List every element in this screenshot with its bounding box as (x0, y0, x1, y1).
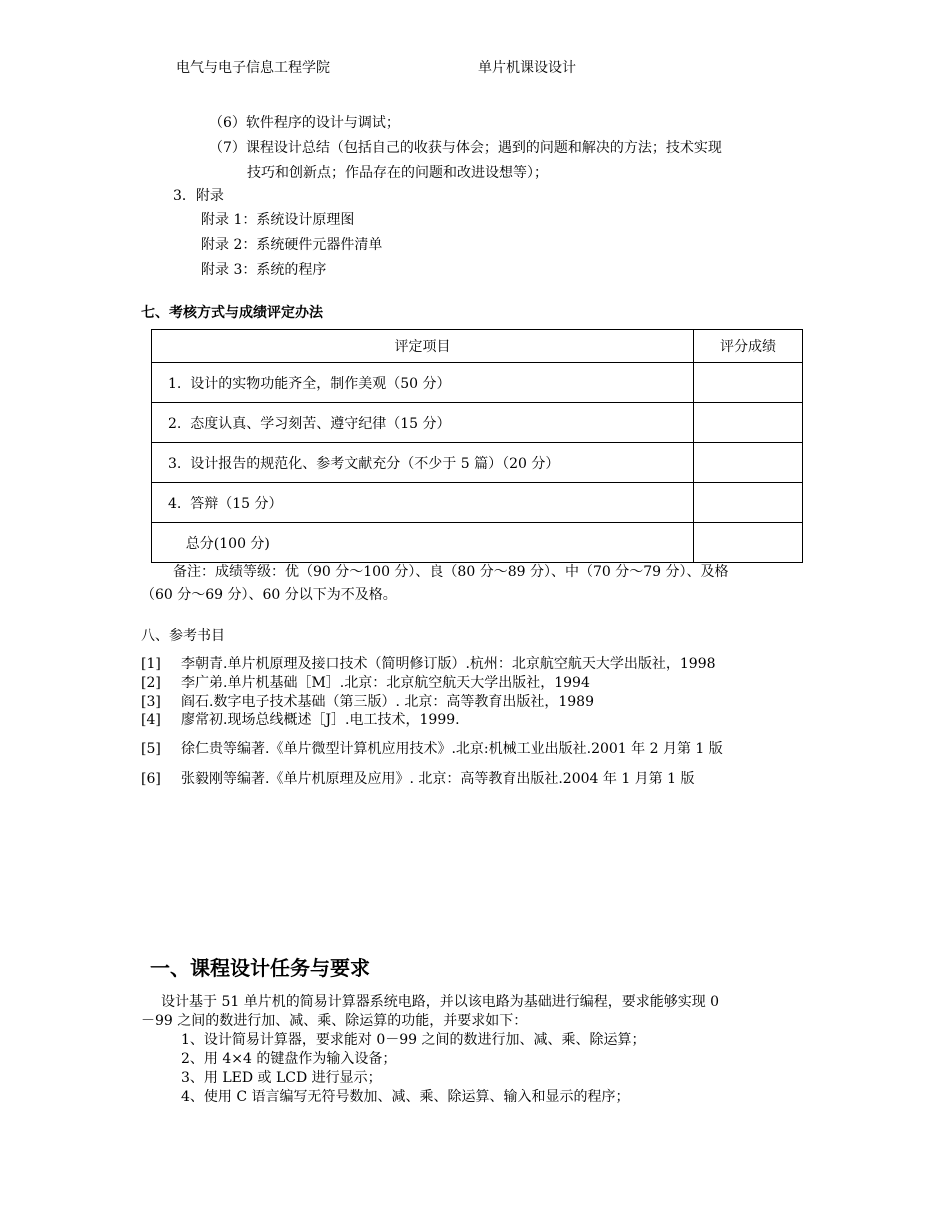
reference-text: 李广弟.单片机基础［M］.北京：北京航空航天大学出版社，1994 (181, 675, 590, 691)
reference-item (141, 676, 590, 690)
reference-item (141, 695, 594, 709)
reference-text: 李朝青.单片机原理及接口技术（简明修订版）.杭州：北京航空航天大学出版社，1998 (181, 656, 716, 672)
grading-table (151, 329, 803, 563)
reference-number: [3] (141, 694, 161, 710)
grade-note-line2: （60 分～69 分）、60 分以下为不及格。 (141, 587, 397, 603)
table-row-label: 3. 设计报告的规范化、参考文献充分（不少于 5 篇）（20 分） (152, 443, 694, 483)
section-1-heading: 一、课程设计任务与要求 (150, 956, 370, 980)
table-row-label: 1. 设计的实物功能齐全，制作美观（50 分） (152, 363, 694, 403)
requirement-item: 3、用 LED 或 LCD 进行显示； (181, 1070, 382, 1086)
list-item-7-line2: 技巧和创新点；作品存在的问题和改进设想等）； (247, 165, 548, 181)
appendix-item: 附录 2：系统硬件元器件清单 (201, 237, 383, 253)
reference-number: [2] (141, 675, 161, 691)
list-item-6: （6）软件程序的设计与调试； (209, 115, 400, 131)
appendix-heading: 3．附录 (173, 188, 224, 204)
table-row-label: 2. 态度认真、学习刻苦、遵守纪律（15 分） (152, 403, 694, 443)
reference-item (141, 772, 695, 786)
requirement-item: 1、设计简易计算器，要求能对 0－99 之间的数进行加、减、乘、除运算； (181, 1032, 646, 1048)
reference-text: 张毅刚等编著.《单片机原理及应用》. 北京：高等教育出版社.2004 年 1 月第 1 版 (181, 771, 695, 787)
table-score-cell (694, 443, 803, 483)
list-item-7-line1: （7）课程设计总结（包括自己的收获与体会；遇到的问题和解决的方法；技术实现 (209, 140, 722, 156)
reference-number: [6] (141, 771, 161, 787)
table-row-label: 4. 答辩（15 分） (152, 483, 694, 523)
reference-number: [5] (141, 741, 161, 757)
requirement-item: 4、使用 C 语言编写无符号数加、减、乘、除运算、输入和显示的程序； (181, 1089, 630, 1105)
reference-text: 徐仁贵等编著.《单片微型计算机应用技术》.北京:机械工业出版社.2001 年 2 月第 1 版 (181, 741, 723, 757)
table-score-cell (694, 483, 803, 523)
reference-number: [4] (141, 712, 161, 728)
requirement-item: 2、用 4×4 的键盘作为输入设备； (181, 1051, 397, 1067)
grade-note-line1: 备注：成绩等级：优（90 分～100 分）、良（80 分～89 分）、中（70 分～79 分）、及格 (173, 564, 729, 580)
reference-number: [1] (141, 656, 161, 672)
reference-item (141, 713, 460, 727)
section-8-heading: 八、参考书目 (141, 628, 225, 644)
reference-item (141, 657, 716, 671)
header-right: 单片机课设设计 (478, 60, 576, 76)
appendix-item: 附录 1：系统设计原理图 (201, 212, 355, 228)
table-score-cell (694, 363, 803, 403)
appendix-item: 附录 3：系统的程序 (201, 262, 327, 278)
section-1-intro-line1: 设计基于 51 单片机的简易计算器系统电路，并以该电路为基础进行编程，要求能够实现 0 (161, 994, 720, 1010)
reference-text: 廖常初.现场总线概述［J］.电工技术，1999. (181, 712, 460, 728)
table-score-cell (694, 523, 803, 563)
table-header-score: 评分成绩 (694, 330, 803, 363)
reference-text: 阎石.数字电子技术基础（第三版）. 北京：高等教育出版社，1989 (181, 694, 594, 710)
table-header-item: 评定项目 (152, 330, 694, 363)
reference-item (141, 742, 723, 756)
header-left: 电气与电子信息工程学院 (176, 60, 330, 76)
table-score-cell (694, 403, 803, 443)
section-7-heading: 七、考核方式与成绩评定办法 (141, 305, 323, 321)
table-row-label: 总分(100 分) (152, 523, 694, 563)
section-1-intro-line2: －99 之间的数进行加、减、乘、除运算的功能，并要求如下： (141, 1013, 528, 1029)
